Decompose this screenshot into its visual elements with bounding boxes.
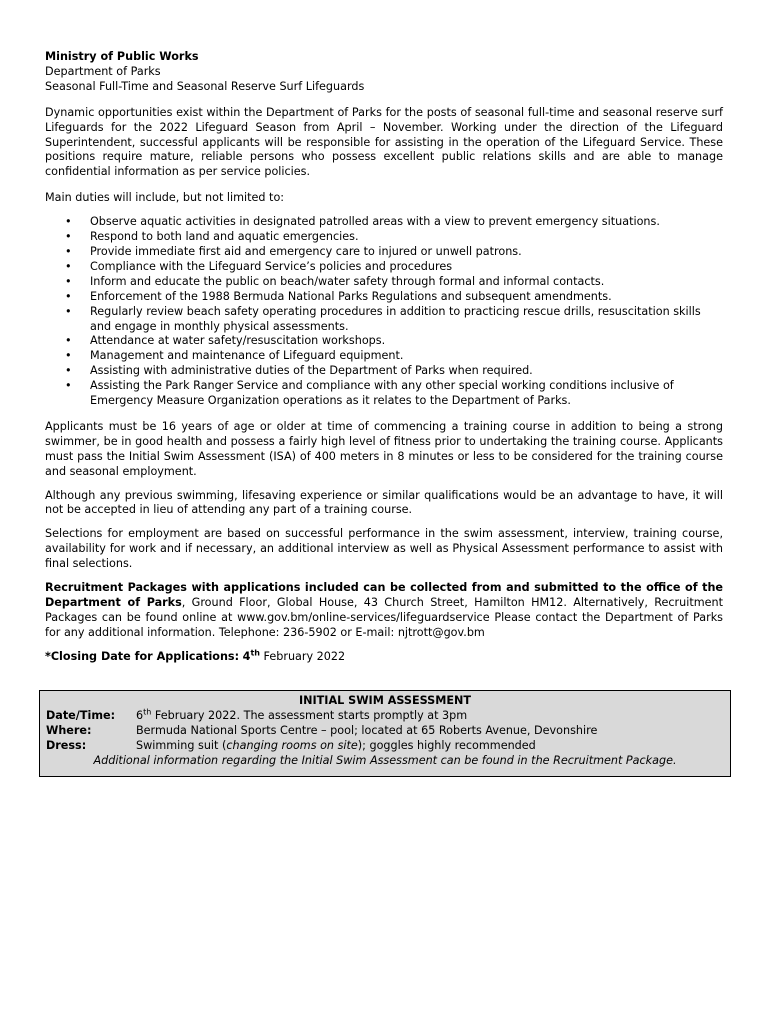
dress-value — [136, 738, 730, 753]
duties-intro: Main duties will include, but not limited to: — [45, 191, 285, 205]
assessment-dress-row — [40, 738, 730, 753]
duty-item — [45, 215, 723, 230]
bullet-icon: • — [65, 274, 72, 288]
assessment-title: INITIAL SWIM ASSESSMENT — [298, 694, 472, 707]
duties-list — [45, 215, 723, 409]
duty-item — [45, 260, 723, 275]
intro-paragraph: Dynamic opportunities exist within the Department of Parks for the posts of seasonal full-time and seasonal reserve surf Lifeguards for the 2022 Lifeguard Season from April – November. Working under the direction of the Lifeguard Superintendent, successful applicants will be responsible for assisting in the operation of the Lifeguard Service. These positions require mature, reliable persons who possess excellent public relations skills and are able to manage confidential information as per service policies. — [45, 105, 723, 179]
duty-text: Compliance with the Lifeguard Service’s policies and procedures — [90, 259, 453, 273]
swim-assessment-box — [39, 690, 731, 777]
duty-item — [45, 275, 723, 290]
bullet-icon: • — [65, 349, 72, 363]
dress-italic: changing rooms on site — [226, 739, 358, 752]
assessment-note: Additional information regarding the Initial Swim Assessment can be found in the Recruitment Package. — [93, 754, 677, 767]
bullet-icon: • — [65, 364, 72, 378]
document-body — [45, 50, 723, 665]
duty-text: Inform and educate the public on beach/water safety through formal and informal contacts. — [90, 274, 605, 288]
closing-label: *Closing Date for Applications: — [45, 649, 240, 663]
duty-text: Management and maintenance of Lifeguard equipment. — [90, 349, 404, 363]
dress-before: Swimming suit ( — [136, 739, 227, 752]
dress-after: ); goggles highly recommended — [357, 739, 536, 752]
duty-text: Provide immediate first aid and emergency care to injured or unwell patrons. — [90, 244, 522, 258]
duty-text: Respond to both land and aquatic emergencies. — [90, 230, 359, 244]
datetime-rest: February 2022. The assessment starts promptly at 3pm — [154, 709, 468, 722]
duty-item — [45, 245, 723, 260]
recruitment-rest: , Ground Floor, Global House, 43 Church Street, Hamilton HM12. Alternatively, Recruitment Packages can be found online at www.gov.bm/online-services/lifeguardservice Please contact the Department of Parks for any additional information. Telephone: 236-5902 or E-mail: njtrott@gov.bm — [45, 596, 723, 639]
datetime-label: Date/Time: — [46, 709, 116, 722]
duty-item — [45, 305, 723, 335]
recruitment-bold: Recruitment Packages with applications included can be collected from and submitted to the office of the Department of Parks — [45, 581, 723, 609]
experience-paragraph: Although any previous swimming, lifesaving experience or similar qualifications would be an advantage to have, it will not be accepted in lieu of attending any part of a training course. — [45, 488, 723, 517]
duty-text: Assisting with administrative duties of the Department of Parks when required. — [90, 364, 533, 378]
datetime-day: 6 — [136, 709, 144, 722]
bullet-icon: • — [65, 230, 72, 244]
bullet-icon: • — [65, 215, 72, 229]
assessment-datetime-row — [40, 708, 730, 723]
duty-item — [45, 230, 723, 245]
where-value: Bermuda National Sports Centre – pool; located at 65 Roberts Avenue, Devonshire — [136, 724, 598, 737]
duty-text: Regularly review beach safety operating procedures in addition to practicing rescue drills, resuscitation skills and engage in monthly physical assessments. — [90, 304, 701, 333]
closing-day: 4 — [242, 649, 251, 663]
department-heading: Department of Parks — [45, 64, 161, 78]
duty-text: Observe aquatic activities in designated patrolled areas with a view to prevent emergency situations. — [90, 215, 660, 229]
duty-item — [45, 379, 723, 409]
duty-item — [45, 334, 723, 349]
requirements-paragraph: Applicants must be 16 years of age or older at time of commencing a training course in addition to being a strong swimmer, be in good health and possess a fairly high level of fitness prior to undertaking the training course. Applicants must pass the Initial Swim Assessment (ISA) of 400 meters in 8 minutes or less to be considered for the training course and seasonal employment. — [45, 419, 723, 478]
bullet-icon: • — [65, 379, 72, 393]
bullet-icon: • — [65, 334, 72, 348]
bullet-icon: • — [65, 304, 72, 318]
bullet-icon: • — [65, 259, 72, 273]
bullet-icon: • — [65, 289, 72, 303]
duty-item — [45, 364, 723, 379]
closing-date — [45, 647, 723, 665]
closing-suffix: th — [250, 647, 260, 657]
duty-text: Enforcement of the 1988 Bermuda National Parks Regulations and subsequent amendments. — [90, 289, 612, 303]
duty-item — [45, 290, 723, 305]
where-label: Where: — [46, 724, 92, 737]
duty-text: Attendance at water safety/resuscitation workshops. — [90, 334, 386, 348]
closing-rest: February 2022 — [263, 649, 346, 663]
ministry-heading: Ministry of Public Works — [45, 50, 199, 63]
selection-paragraph: Selections for employment are based on successful performance in the swim assessment, interview, training course, availability for work and if necessary, an additional interview as well as Physical Assessment performance to assist with final selections. — [45, 527, 723, 571]
bullet-icon: • — [65, 244, 72, 258]
dress-label: Dress: — [46, 739, 87, 752]
position-heading: Seasonal Full-Time and Seasonal Reserve Surf Lifeguards — [45, 79, 365, 93]
duty-text: Assisting the Park Ranger Service and compliance with any other special working conditions inclusive of Emergency Measure Organization operations as it relates to the Department of Parks. — [90, 379, 674, 408]
assessment-where-row — [40, 723, 730, 738]
datetime-value — [136, 708, 730, 723]
recruitment-paragraph — [45, 581, 723, 641]
datetime-suffix: th — [143, 707, 152, 717]
duty-item — [45, 349, 723, 364]
